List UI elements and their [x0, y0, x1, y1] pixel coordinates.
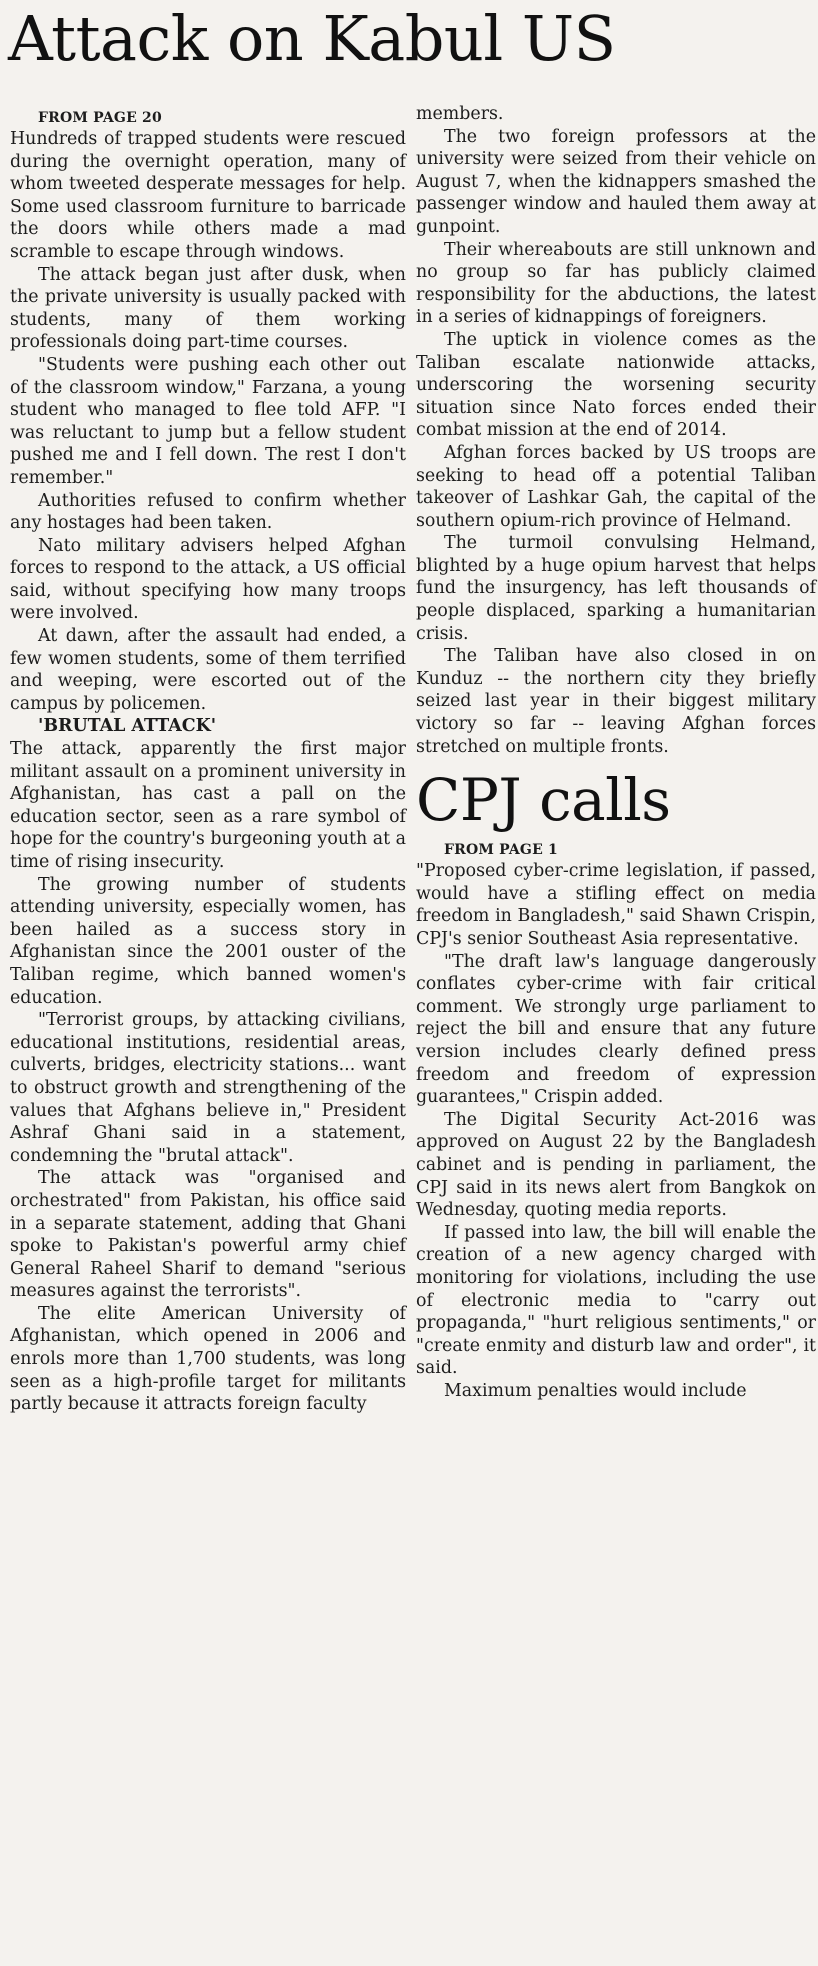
paragraph: Maximum penalties would include: [444, 1380, 747, 1401]
paragraph: At dawn, after the assault had ended, a few women students, some of them terrified and weeping, were escorted out of the campus by policemen.: [10, 626, 406, 714]
paragraph: Authorities refused to confirm whether any hostages had been taken.: [10, 490, 406, 534]
paragraph: The turmoil convulsing Helmand, blighted by a huge opium harvest that helps fund the insurgency, has left thousands of people displaced, sparking a humanitarian crisis.: [416, 533, 816, 644]
paragraph: The Digital Security Act-2016 was approved on August 22 by the Bangladesh cabinet and is pending in parliament, the CPJ said in its news alert from Bangkok on Wednesday, quoting media reports.: [416, 1109, 816, 1221]
article-headline-kabul: Attack on Kabul US: [8, 2, 616, 75]
paragraph: Afghan forces backed by US troops are seeking to head off a potential Taliban takeover of Lashkar Gah, the capital of the southern opium-rich province of Helmand.: [416, 442, 816, 531]
paragraph: Hundreds of trapped students were rescued during the overnight operation, many of whom tweeted desperate messages for help. Some used classroom furniture to barricade the doors while others made a mad scramble to escape through windows.: [10, 129, 406, 262]
paragraph: "The draft law's language dangerously conflates cyber-crime with fair critical comment. We strongly urge parliament to reject the bill and ensure that any future version includes clearly defined press freedom and freedom of expression guarantees," Crispin added.: [416, 951, 816, 1108]
paragraph: "Students were pushing each other out of the classroom window," Farzana, a young student who managed to flee told AFP. "I was reluctant to jump but a fellow student pushed me and I fell down. The rest I don't remember.": [10, 354, 406, 488]
paragraph: "Terrorist groups, by attacking civilians, educational institutions, residential areas, culverts, bridges, electricity stations... want to obstruct growth and strengthening of the values that Afghans believe in," President Ashraf Ghani said in a statement, condemning the "brutal attack".: [10, 1010, 406, 1166]
paragraph: members.: [416, 104, 504, 124]
paragraph: If passed into law, the bill will enable the creation of a new agency charged with monitoring for violations, including the use of electronic media to "carry out propaganda," "hurt religious sentiments," or "create enmity and disturb law and order", it said.: [416, 1222, 816, 1379]
paragraph: The attack, apparently the first major militant assault on a prominent university in Afghanistan, has cast a pall on the education sector, seen as a rare symbol of hope for the country's burgeoning youth at a time of rising insecurity.: [10, 739, 406, 872]
kicker-from-page-1: FROM PAGE 1: [444, 842, 558, 859]
left-column: [10, 108, 406, 1963]
kicker-from-page-20: FROM PAGE 20: [38, 110, 162, 126]
paragraph: The growing number of students attending university, especially women, has been hailed as a success story in Afghanistan since the 2001 ouster of the Taliban regime, which banned women's education.: [10, 874, 406, 1008]
subhead-brutal-attack: 'BRUTAL ATTACK': [38, 716, 217, 737]
paragraph: The elite American University of Afghanistan, which opened in 2006 and enrols more than 1,700 students, was long seen as a high-profile target for militants partly because it attracts foreign faculty: [10, 1303, 406, 1415]
paragraph: Nato military advisers helped Afghan forces to respond to the attack, a US official said, without specifying how many troops were involved.: [10, 535, 406, 624]
paragraph: The uptick in violence comes as the Taliban escalate nationwide attacks, underscoring the worsening security situation since Nato forces ended their combat mission at the end of 2014.: [416, 329, 816, 441]
paragraph: The attack began just after dusk, when the private university is usually packed with students, many of them working professionals doing part-time courses.: [10, 264, 406, 353]
article-headline-cpj: CPJ calls: [416, 766, 671, 835]
paragraph: The two foreign professors at the university were seized from their vehicle on August 7, when the kidnappers smashed the passenger window and hauled them away at gunpoint.: [416, 126, 816, 237]
paragraph: "Proposed cyber-crime legislation, if passed, would have a stifling effect on media freedom in Bangladesh," said Shawn Crispin, CPJ's senior Southeast Asia representative.: [416, 861, 816, 949]
paragraph: Their whereabouts are still unknown and no group so far has publicly claimed responsibility for the abductions, the latest in a series of kidnappings of foreigners.: [416, 239, 816, 328]
paragraph: The Taliban have also closed in on Kunduz -- the northern city they briefly seized last year in their biggest military victory so far -- leaving Afghan forces stretched on multiple fronts.: [416, 646, 816, 757]
paragraph: The attack was "organised and orchestrated" from Pakistan, his office said in a separate statement, adding that Ghani spoke to Pakistan's powerful army chief General Raheel Sharif to demand "serious measures against the terrorists".: [10, 1168, 406, 1302]
right-column: [416, 103, 816, 1402]
